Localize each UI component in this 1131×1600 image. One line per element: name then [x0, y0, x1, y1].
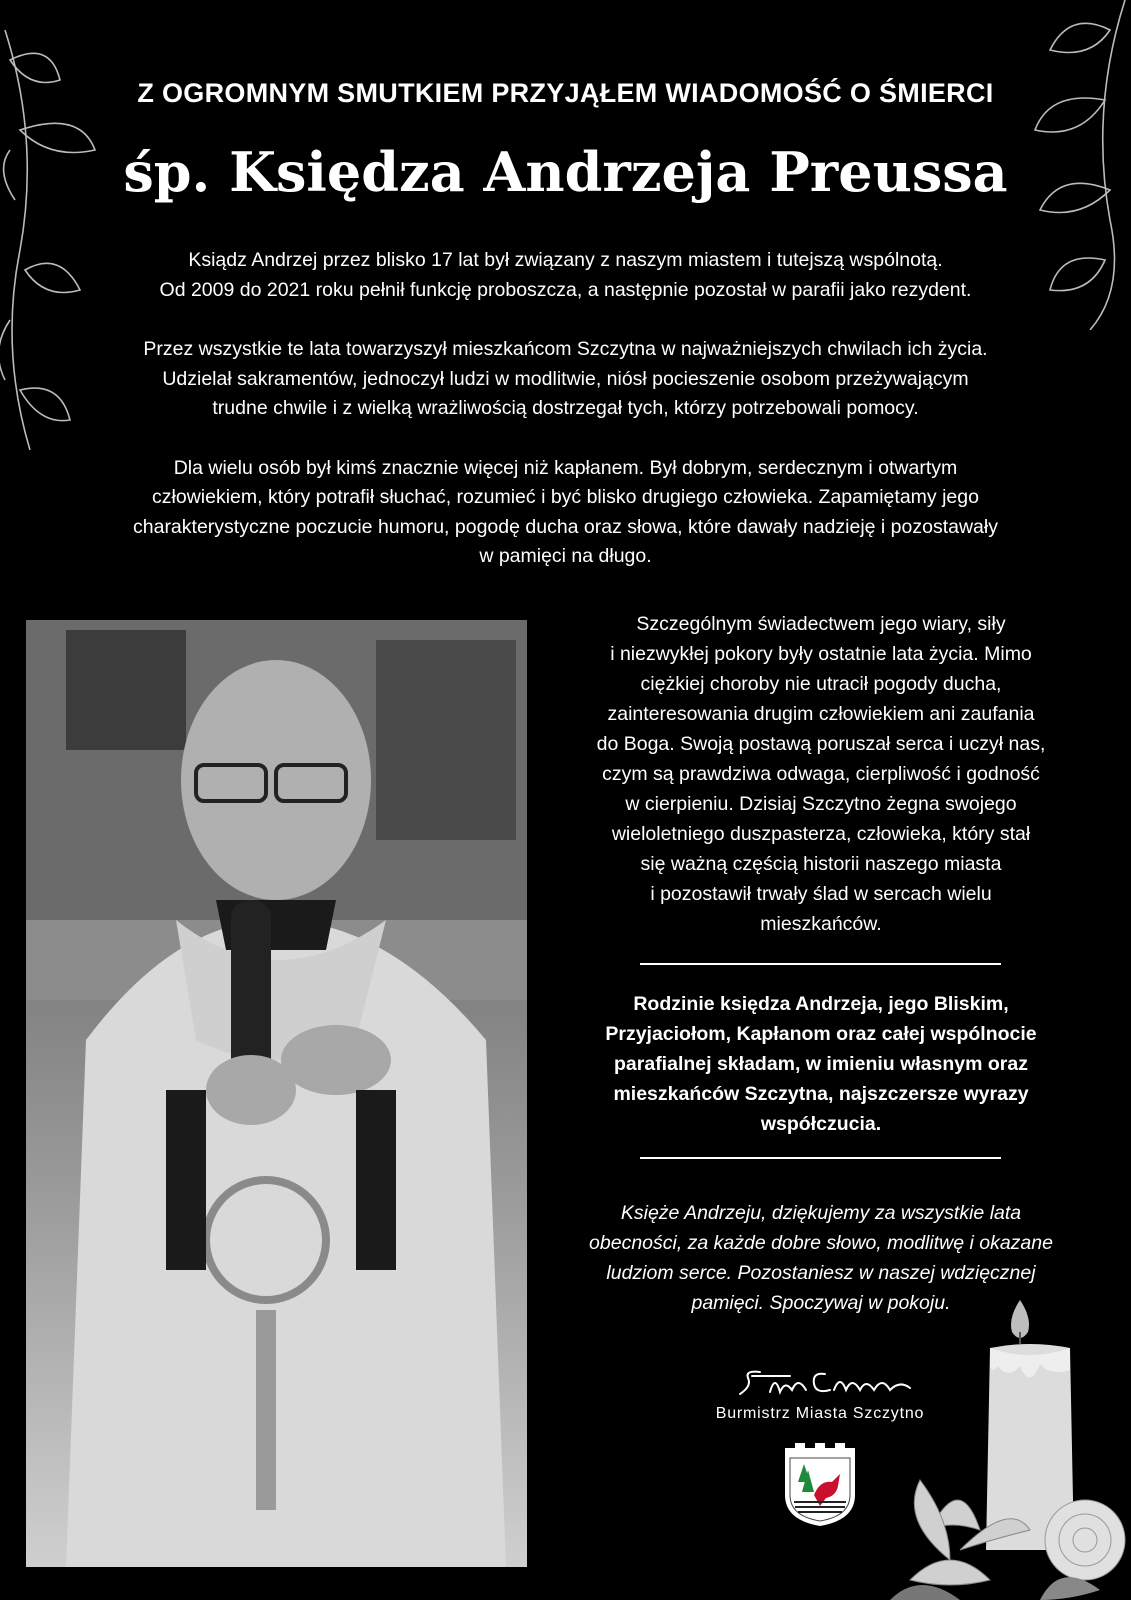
testimony-line: czym są prawdziwa odwaga, cierpliwość i godność: [602, 763, 1040, 785]
divider-top: [640, 963, 1001, 965]
intro-line: Udzielał sakramentów, jednoczył ludzi w modlitwie, niósł pocieszenie osobom przeżywającym: [162, 367, 969, 390]
testimony-line: ciężkiej choroby nie utracił pogody ducha,: [640, 673, 1002, 695]
condolence-line: parafialnej składam, w imieniu własnym oraz: [614, 1053, 1028, 1075]
testimony-line: i pozostawił trwały ślad w sercach wielu: [650, 883, 992, 905]
farewell-line: pamięci. Spoczywaj w pokoju.: [691, 1292, 951, 1314]
intro-paragraph-2: [40, 335, 1091, 424]
testimony-line: zainteresowania drugim człowiekiem ani zaufania: [607, 703, 1035, 725]
heading: Z OGROMNYM SMUTKIEM PRZYJĄŁEM WIADOMOŚĆ O ŚMIERCI: [137, 78, 994, 108]
testimony-line: mieszkańców.: [760, 913, 882, 935]
testimony-line: się ważną częścią historii naszego miasta: [640, 853, 1002, 875]
condolence-line: mieszkańców Szczytna, najszczersze wyrazy: [613, 1083, 1029, 1105]
intro-line: charakterystyczne poczucie humoru, pogodę ducha oraz słowa, które dawały nadzieję i pozostawały: [133, 515, 998, 538]
farewell-line: obecności, za każde dobre słowo, modlitwę i okazane: [589, 1232, 1053, 1254]
intro-paragraph-3: [40, 454, 1091, 572]
condolence-line: Rodzinie księdza Andrzeja, jego Bliskim,: [633, 993, 1009, 1015]
deceased-name: śp. Księdza Andrzeja Preussa: [123, 140, 1008, 204]
intro-line: w pamięci na długo.: [479, 545, 652, 567]
intro-line: Dla wielu osób był kimś znacznie więcej niż kapłanem. Był dobrym, serdecznym i otwartym: [173, 456, 958, 479]
condolence-text: [566, 989, 1076, 1139]
intro-text: [40, 246, 1091, 602]
intro-line: człowiekiem, który potrafił słuchać, rozumieć i być blisko drugiego człowieka. Zapamiętamy jego: [152, 486, 979, 508]
signatory-role: Burmistrz Miasta Szczytno: [715, 1405, 925, 1422]
testimony-line: Szczególnym świadectwem jego wiary, siły: [636, 613, 1006, 635]
testimony-text: [566, 609, 1076, 939]
divider-bottom: [640, 1157, 1001, 1159]
intro-line: Przez wszystkie te lata towarzyszył mieszkańcom Szczytna w najważniejszych chwilach ich życia.: [143, 338, 988, 360]
farewell-line: Księże Andrzeju, dziękujemy za wszystkie lata: [620, 1202, 1022, 1224]
intro-line: Ksiądz Andrzej przez blisko 17 lat był związany z naszym miastem i tutejszą wspólnotą.: [188, 249, 943, 271]
intro-line: Od 2009 do 2021 roku pełnił funkcję proboszcza, a następnie pozostał w parafii jako rezydent.: [159, 278, 972, 301]
intro-paragraph-1: [40, 246, 1091, 305]
farewell-line: ludziom serce. Pozostaniesz w naszej wdzięcznej: [606, 1262, 1036, 1284]
portrait-photo: [26, 620, 527, 1567]
intro-line: trudne chwile i z wielką wrażliwością dostrzegał tych, którzy potrzebowali pomocy.: [212, 397, 919, 419]
condolence-line: Przyjaciołom, Kapłanom oraz całej wspólnocie: [605, 1023, 1037, 1045]
testimony-line: i niezwykłej pokory były ostatnie lata życia. Mimo: [610, 643, 1032, 665]
testimony-line: w cierpieniu. Dzisiaj Szczytno żegna swojego: [625, 793, 1017, 815]
testimony-line: wieloletniego duszpasterza, człowieka, który stał: [611, 823, 1031, 845]
coat-of-arms-icon: [780, 1440, 860, 1528]
condolence-line: współczucia.: [760, 1113, 882, 1135]
testimony-line: do Boga. Swoją postawą poruszał serca i uczył nas,: [596, 733, 1046, 755]
candle-with-lilies-icon: [890, 1300, 1131, 1600]
